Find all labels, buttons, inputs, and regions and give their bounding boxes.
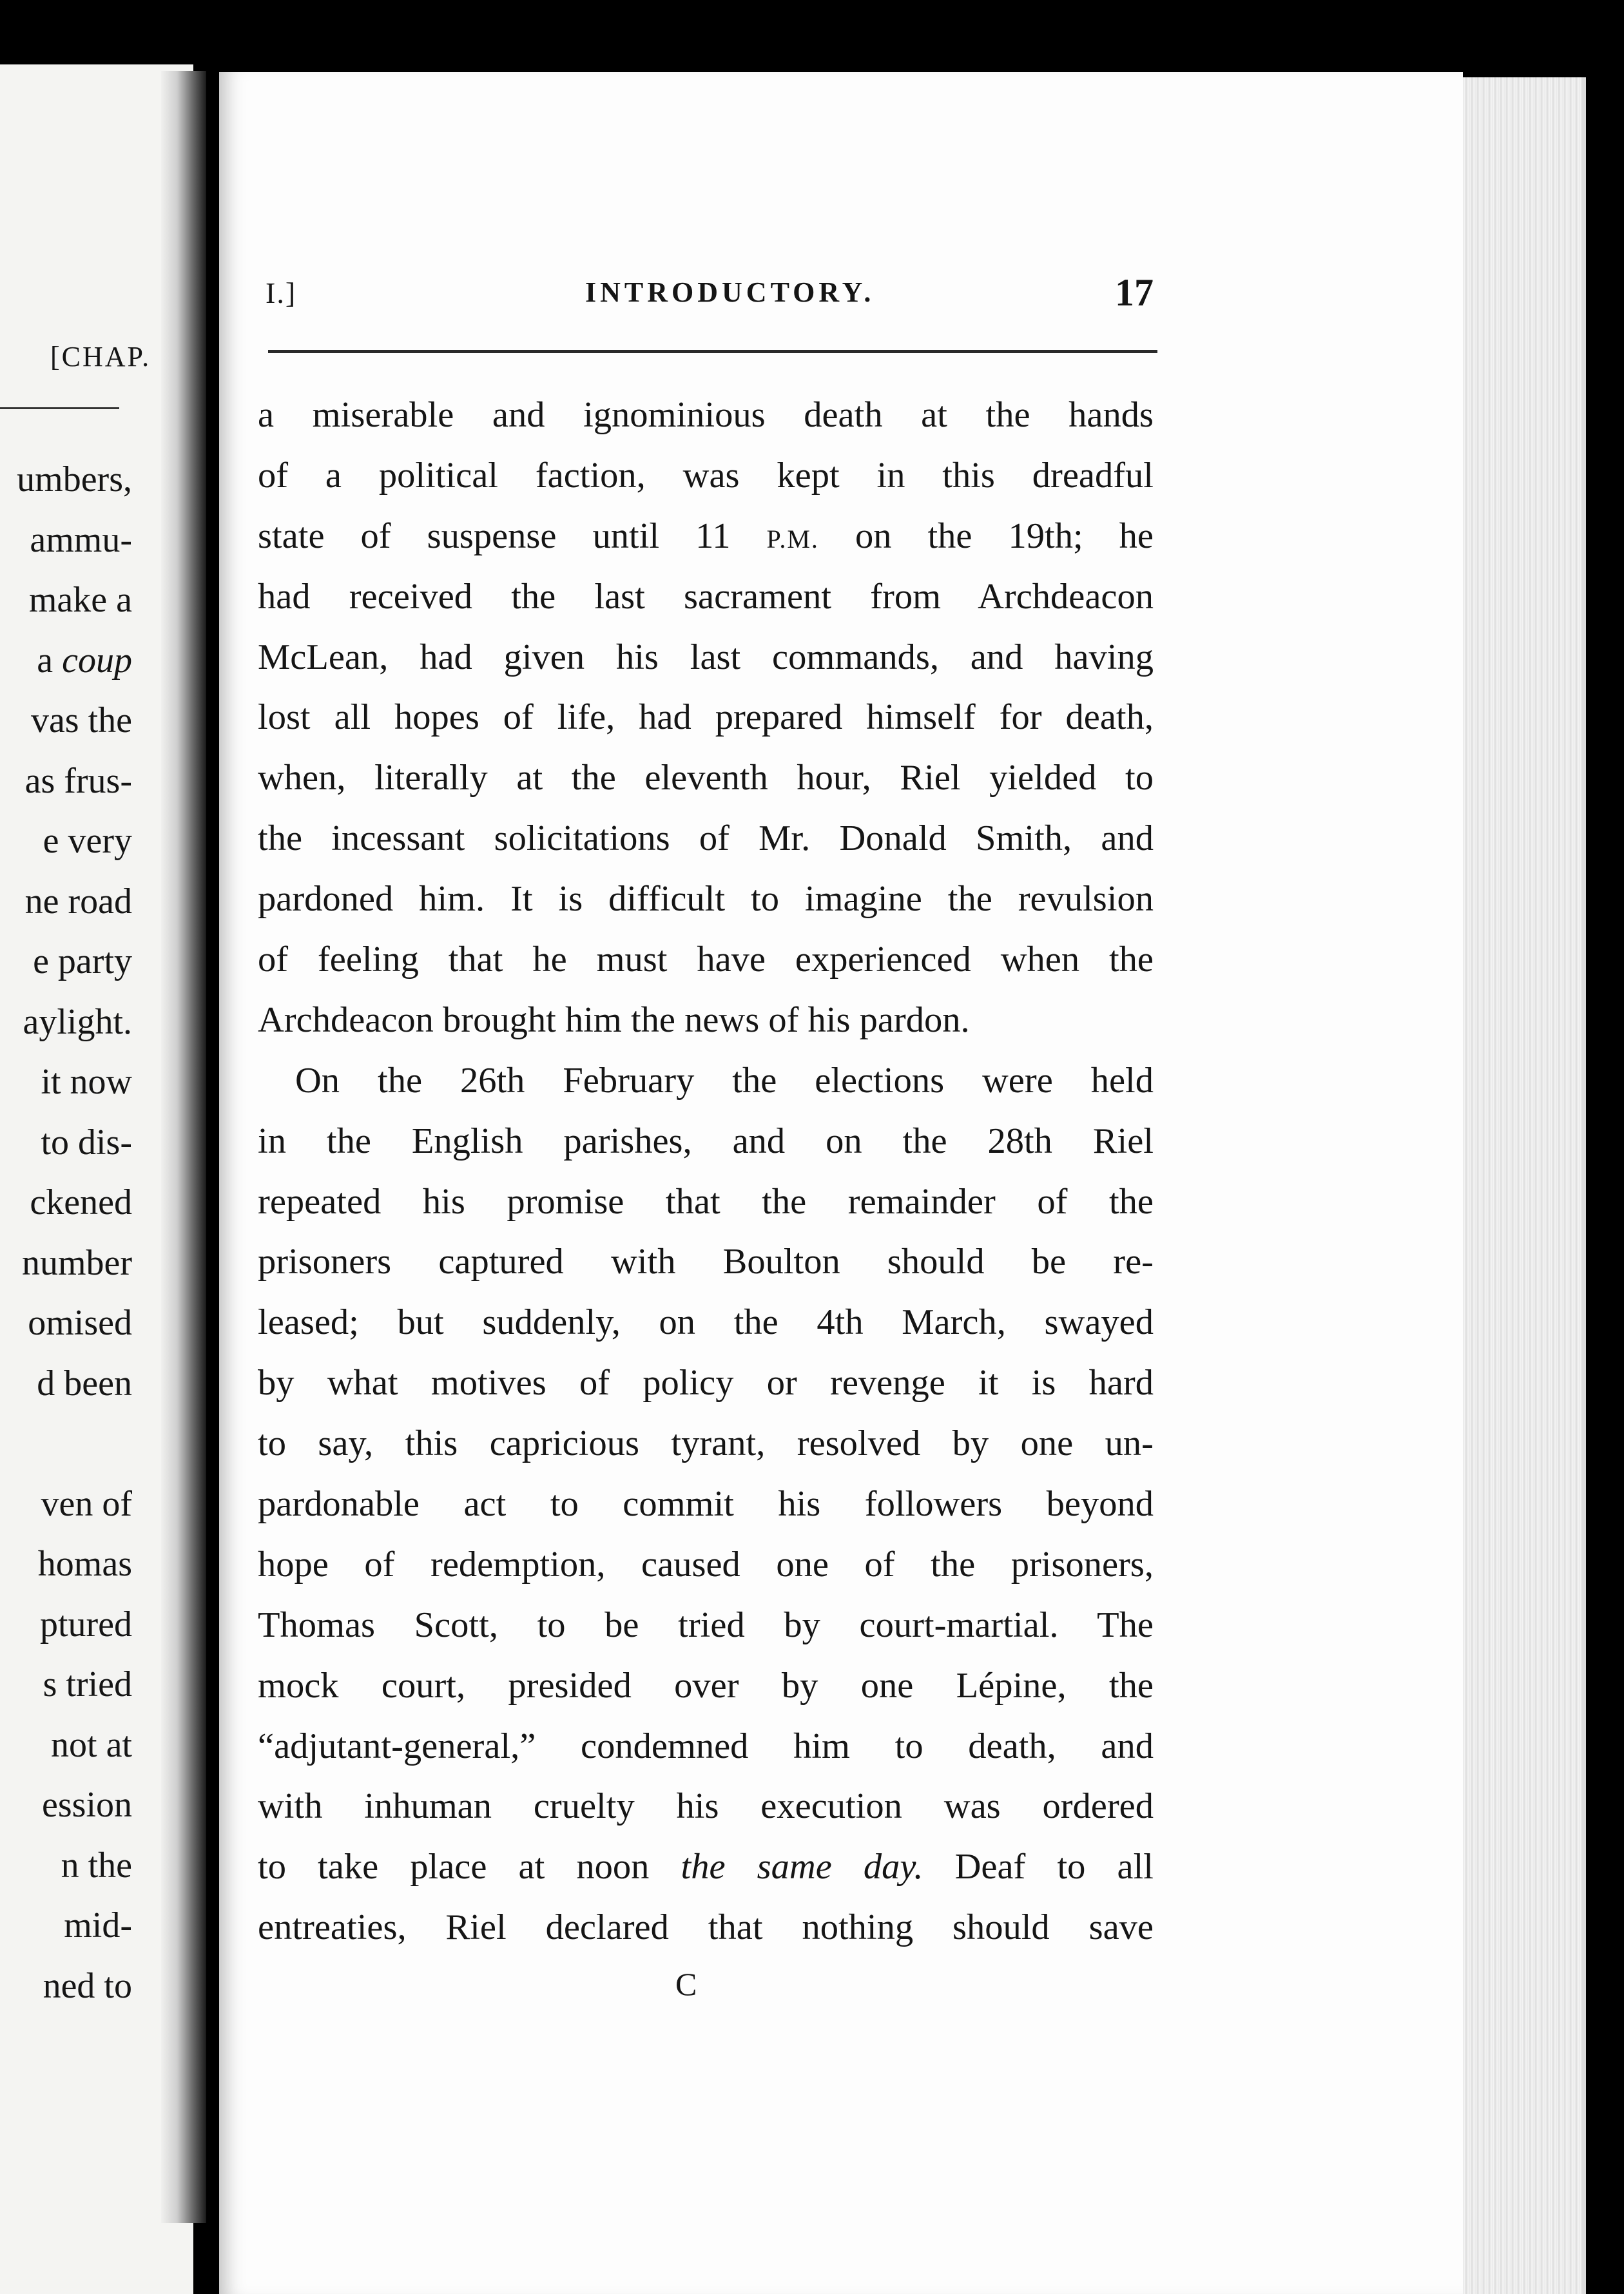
left-text-line: ne road: [24, 881, 132, 921]
left-text-line: aylight.: [23, 1001, 132, 1042]
left-text-line: [0, 1414, 132, 1474]
text-line: hope of redemption, caused one of the prisoners,: [258, 1544, 1154, 1585]
text-line: Thomas Scott, to be tried by court-martial. The: [258, 1605, 1154, 1645]
left-text-line: as frus-: [24, 760, 132, 801]
text-line: a miserable and ignominious death at the hands: [258, 395, 1154, 435]
running-title: INTRODUCTORY.: [585, 276, 875, 308]
text-line: pardoned him. It is difficult to imagine the revulsion: [258, 879, 1154, 920]
text-line: leased; but suddenly, on the 4th March, swayed: [258, 1302, 1154, 1343]
left-text-line: omised: [28, 1303, 132, 1343]
text-line: repeated his promise that the remainder of the: [258, 1181, 1154, 1222]
left-text-line: n the: [61, 1845, 132, 1885]
left-page-header: [CHAP.: [50, 341, 151, 372]
left-page-gutter-shadow: [161, 71, 206, 2223]
text-line: the incessant solicitations of Mr. Donald Smith, and: [258, 818, 1154, 859]
text-line: pardonable act to commit his followers beyond: [258, 1484, 1154, 1525]
text-line: Archdeacon brought him the news of his pardon.: [258, 999, 970, 1040]
left-text-line: mid-: [64, 1905, 132, 1945]
text-line: in the English parishes, and on the 28th Riel: [258, 1121, 1154, 1161]
left-text-line: s tried: [43, 1664, 132, 1704]
text-line: lost all hopes of life, had prepared himself for death,: [258, 697, 1154, 738]
text-line: to take place at noon the same day. Deaf to all: [258, 1847, 1154, 1887]
left-page-text: [0, 450, 132, 2016]
text-line: with inhuman cruelty his execution was ordered: [258, 1786, 1154, 1827]
left-header-rule: [0, 407, 119, 409]
left-text-line: it now: [41, 1062, 132, 1102]
chapter-marker: I.]: [266, 276, 297, 309]
left-text-line: not at: [51, 1724, 132, 1765]
left-text-line: ven of: [41, 1483, 132, 1524]
text-line: entreaties, Riel declared that nothing should save: [258, 1907, 1154, 1948]
left-text-line: a coup: [37, 640, 132, 680]
left-text-line: ckened: [30, 1182, 132, 1222]
left-text-line: ession: [42, 1785, 132, 1825]
left-text-line: umbers,: [17, 459, 132, 499]
left-text-line: vas the: [30, 700, 132, 740]
text-line: “adjutant-general,” condemned him to death, and: [258, 1726, 1154, 1766]
left-text-line: number: [21, 1242, 132, 1283]
page-number: 17: [1115, 271, 1154, 314]
left-text-line: d been: [37, 1363, 132, 1403]
page-edges: [1447, 77, 1586, 2294]
text-line: had received the last sacrament from Archdeacon: [258, 576, 1154, 617]
header-rule: [268, 350, 1157, 353]
text-line: to say, this capricious tyrant, resolved by one un-: [258, 1423, 1154, 1464]
text-line: McLean, had given his last commands, and having: [258, 637, 1154, 677]
signature-mark: C: [675, 1966, 697, 2002]
text-line: prisoners captured with Boulton should be re-: [258, 1242, 1154, 1282]
left-text-line: homas: [37, 1544, 132, 1584]
body-text: [258, 385, 1154, 1958]
left-text-line: make a: [28, 580, 132, 620]
left-text-line: e very: [43, 821, 132, 861]
text-line: of feeling that he must have experienced when the: [258, 940, 1154, 980]
text-line: of a political faction, was kept in this dreadful: [258, 455, 1154, 496]
text-line: On the 26th February the elections were held: [295, 1060, 1154, 1101]
left-text-line: ned to: [43, 1965, 132, 2006]
left-text-line: ammu-: [30, 519, 132, 560]
text-line: mock court, presided over by one Lépine, the: [258, 1665, 1154, 1706]
left-text-line: e party: [33, 941, 132, 981]
left-text-line: ptured: [39, 1604, 132, 1644]
text-line: by what motives of policy or revenge it is hard: [258, 1363, 1154, 1403]
left-text-line: to dis-: [41, 1122, 132, 1162]
text-line: when, literally at the eleventh hour, Riel yielded to: [258, 758, 1154, 798]
text-line: state of suspense until 11 P.M. on the 19th; he: [258, 516, 1154, 556]
